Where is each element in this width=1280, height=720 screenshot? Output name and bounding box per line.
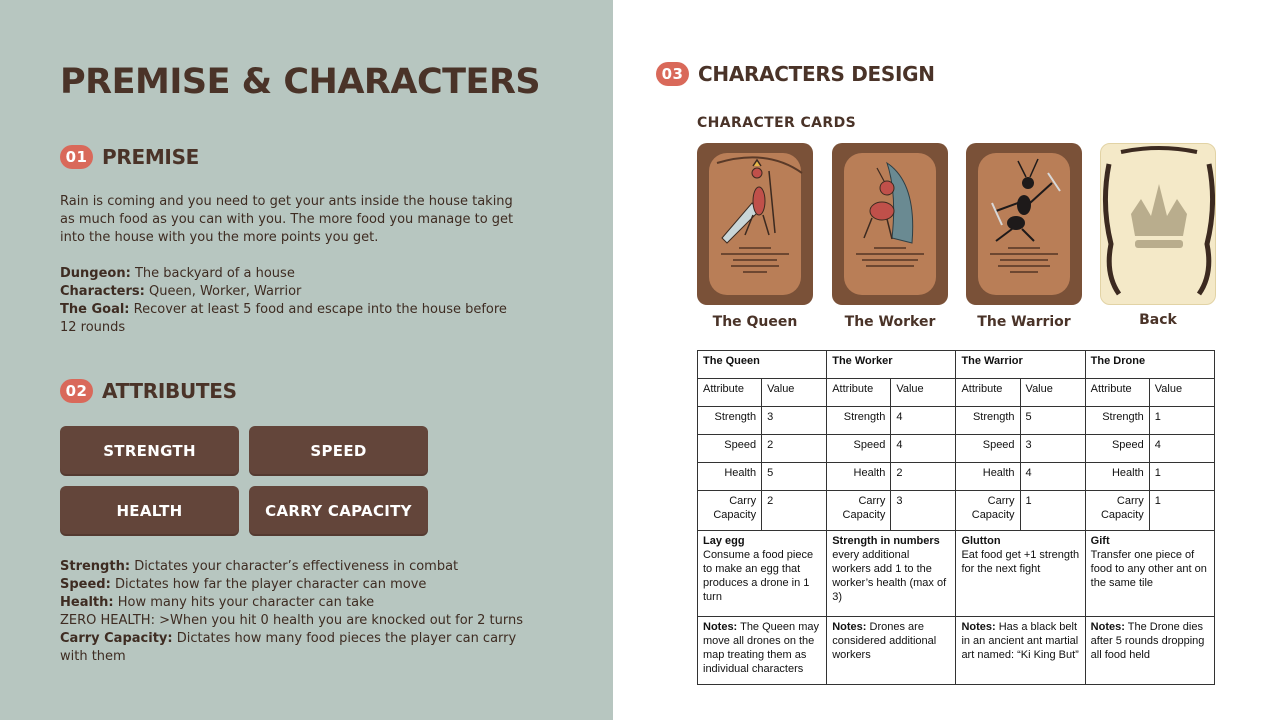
value-header: Value	[762, 379, 827, 407]
section-title: CHARACTERS DESIGN	[698, 62, 935, 86]
speed-value-cell: 4	[891, 435, 956, 463]
strength-label: Strength:	[60, 559, 131, 574]
carry-label-cell: Carry Capacity	[827, 491, 891, 531]
attribute-header: Attribute	[956, 379, 1020, 407]
section-number-badge: 02	[60, 379, 93, 403]
attribute-header: Attribute	[827, 379, 891, 407]
notes-label: Notes:	[961, 621, 996, 633]
strength-row	[698, 407, 1215, 435]
character-stats-table	[697, 350, 1215, 685]
warrior-card[interactable]	[966, 143, 1082, 305]
speed-label: Speed:	[60, 577, 111, 592]
zero-health-line: ZERO HEALTH: >When you hit 0 health you are knocked out for 2 turns	[60, 613, 524, 628]
ability-name: Glutton	[961, 535, 1001, 547]
value-header: Value	[891, 379, 956, 407]
speed-value-cell: 3	[1020, 435, 1085, 463]
goal-value: Recover at least 5 food and escape into the house before 12 rounds	[60, 302, 507, 335]
health-desc: How many hits your character can take	[117, 595, 375, 610]
carry-value-cell: 2	[762, 491, 827, 531]
ability-name: Lay egg	[703, 535, 745, 547]
health-value-cell: 1	[1149, 463, 1214, 491]
notes-row	[698, 617, 1215, 685]
health-label-cell: Health	[827, 463, 891, 491]
notes-label: Notes:	[1090, 621, 1125, 633]
carry-capacity-row	[698, 491, 1215, 531]
warrior-ant-illustration	[966, 143, 1082, 305]
strength-label-cell: Strength	[1085, 407, 1149, 435]
drone-notes-cell	[1085, 617, 1214, 685]
worker-ability-cell	[827, 531, 956, 617]
goal-label: The Goal:	[60, 302, 130, 317]
queen-card-label: The Queen	[712, 314, 798, 330]
back-card-label: Back	[1139, 312, 1177, 328]
back-card[interactable]	[1100, 143, 1216, 305]
carry-value-cell: 1	[1020, 491, 1085, 531]
attribute-header: Attribute	[1085, 379, 1149, 407]
strength-desc: Dictates your character’s effectiveness in combat	[134, 559, 459, 574]
premise-heading	[60, 145, 199, 169]
left-panel	[0, 0, 613, 720]
section-number-badge: 01	[60, 145, 93, 169]
warrior-name-cell: The Warrior	[956, 351, 1085, 379]
queen-card[interactable]	[697, 143, 813, 305]
speed-label-cell: Speed	[698, 435, 762, 463]
notes-text: Has a black belt in an ancient ant martial art named: “Ki King But”	[961, 621, 1079, 661]
character-name-row	[698, 351, 1215, 379]
attributes-description	[60, 558, 530, 666]
speed-value-cell: 2	[762, 435, 827, 463]
health-label: Health:	[60, 595, 114, 610]
character-cards-title: CHARACTER CARDS	[697, 115, 857, 131]
worker-card-label: The Worker	[844, 314, 936, 330]
notes-text: Drones are considered additional workers	[832, 621, 937, 661]
strength-value-cell: 4	[891, 407, 956, 435]
strength-label-cell: Strength	[956, 407, 1020, 435]
ability-name: Strength in numbers	[832, 535, 940, 547]
drone-ability-cell	[1085, 531, 1214, 617]
speed-desc: Dictates how far the player character can move	[114, 577, 427, 592]
ability-name: Gift	[1090, 535, 1110, 547]
carry-label-cell: Carry Capacity	[956, 491, 1020, 531]
health-value-cell: 2	[891, 463, 956, 491]
value-header: Value	[1149, 379, 1214, 407]
dungeon-value: The backyard of a house	[134, 266, 295, 281]
queen-notes-cell	[698, 617, 827, 685]
carry-label-cell: Carry Capacity	[1085, 491, 1149, 531]
characters-line	[60, 283, 520, 301]
carry-capacity-button[interactable]: CARRY CAPACITY	[249, 486, 428, 536]
dungeon-line	[60, 265, 520, 283]
characters-design-heading	[656, 62, 935, 86]
premise-body: Rain is coming and you need to get your ants inside the house taking as much food as you can with you. The more food you manage to get into the house with you the more points you get.	[60, 194, 514, 245]
queen-ant-illustration	[697, 143, 813, 305]
carry-label: Carry Capacity:	[60, 631, 173, 646]
queen-ability-cell	[698, 531, 827, 617]
health-label-cell: Health	[956, 463, 1020, 491]
notes-label: Notes:	[832, 621, 867, 633]
warrior-card-label: The Warrior	[977, 314, 1071, 330]
dungeon-label: Dungeon:	[60, 266, 131, 281]
queen-name-cell: The Queen	[698, 351, 827, 379]
ability-desc: Consume a food piece to make an egg that produces a drone in 1 turn	[703, 549, 814, 603]
carry-desc: Dictates how many food pieces the player can carry with them	[60, 631, 517, 664]
value-header: Value	[1020, 379, 1085, 407]
ability-desc: Eat food get +1 strength for the next fight	[961, 549, 1080, 575]
strength-label-cell: Strength	[827, 407, 891, 435]
section-title: ATTRIBUTES	[102, 379, 237, 403]
warrior-notes-cell	[956, 617, 1085, 685]
page-title: PREMISE & CHARACTERS	[60, 62, 541, 102]
column-header-row	[698, 379, 1215, 407]
goal-line	[60, 301, 520, 337]
worker-card[interactable]	[832, 143, 948, 305]
speed-row	[698, 435, 1215, 463]
crown-emblem	[1101, 144, 1216, 305]
worker-name-cell: The Worker	[827, 351, 956, 379]
notes-text: The Drone dies after 5 rounds dropping all food held	[1090, 621, 1205, 661]
strength-label-cell: Strength	[698, 407, 762, 435]
characters-label: Characters:	[60, 284, 145, 299]
health-value-cell: 5	[762, 463, 827, 491]
health-label-cell: Health	[1085, 463, 1149, 491]
carry-value-cell: 3	[891, 491, 956, 531]
speed-label-cell: Speed	[1085, 435, 1149, 463]
carry-value-cell: 1	[1149, 491, 1214, 531]
section-number-badge: 03	[656, 62, 689, 86]
strength-value-cell: 5	[1020, 407, 1085, 435]
speed-label-cell: Speed	[956, 435, 1020, 463]
strength-button[interactable]: STRENGTH	[60, 426, 239, 476]
speed-value-cell: 4	[1149, 435, 1214, 463]
strength-line	[60, 558, 530, 576]
health-row	[698, 463, 1215, 491]
premise-details	[60, 265, 520, 337]
special-ability-row	[698, 531, 1215, 617]
worker-ant-illustration	[832, 143, 948, 305]
warrior-ability-cell	[956, 531, 1085, 617]
health-value-cell: 4	[1020, 463, 1085, 491]
carry-line	[60, 630, 530, 666]
notes-text: The Queen may move all drones on the map treating them as individual characters	[703, 621, 819, 675]
carry-label-cell: Carry Capacity	[698, 491, 762, 531]
ability-desc: Transfer one piece of food to any other ant on the same tile	[1090, 549, 1207, 589]
characters-value: Queen, Worker, Warrior	[148, 284, 302, 299]
strength-value-cell: 1	[1149, 407, 1214, 435]
attributes-heading	[60, 379, 237, 403]
strength-value-cell: 3	[762, 407, 827, 435]
notes-label: Notes:	[703, 621, 738, 633]
health-label-cell: Health	[698, 463, 762, 491]
ability-desc: every additional workers add 1 to the worker’s health (max of 3)	[832, 549, 947, 603]
speed-line	[60, 576, 530, 594]
health-button[interactable]: HEALTH	[60, 486, 239, 536]
worker-notes-cell	[827, 617, 956, 685]
drone-name-cell: The Drone	[1085, 351, 1214, 379]
health-line	[60, 594, 530, 612]
section-title: PREMISE	[102, 145, 200, 169]
attribute-header: Attribute	[698, 379, 762, 407]
speed-button[interactable]: SPEED	[249, 426, 428, 476]
speed-label-cell: Speed	[827, 435, 891, 463]
